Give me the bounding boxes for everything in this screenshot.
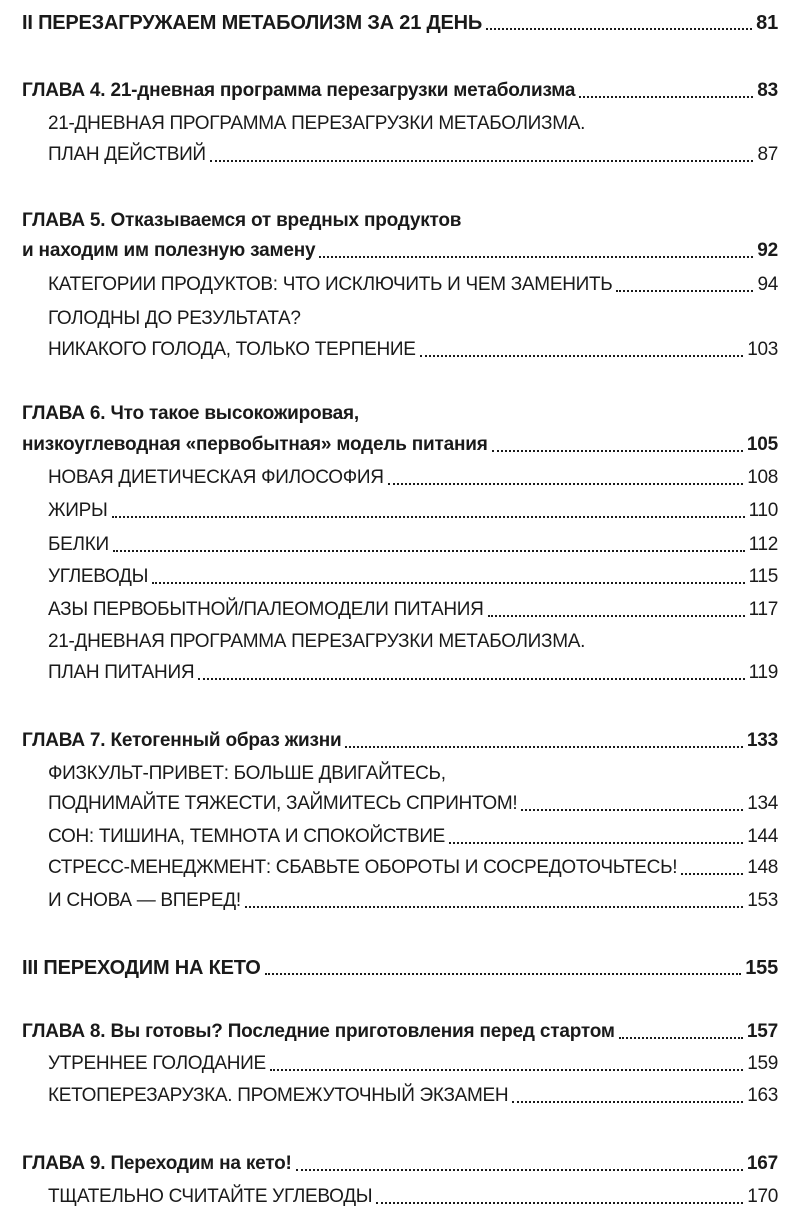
page-number: 157	[746, 1021, 778, 1042]
toc-section[interactable]	[22, 595, 778, 625]
toc-section[interactable]	[22, 822, 778, 852]
dot-leader	[345, 746, 742, 748]
section-title: УТРЕННЕЕ ГОЛОДАНИЕ	[48, 1053, 266, 1074]
page-number: 148	[747, 857, 778, 878]
page-number: 81	[756, 12, 778, 34]
chapter-title: ГЛАВА 9. Переходим на кето!	[22, 1153, 292, 1174]
section-title: ПЛАН ДЕЙСТВИЙ	[48, 144, 206, 165]
toc-section-title-line[interactable]: 21-ДНЕВНАЯ ПРОГРАММА ПЕРЕЗАГРУЗКИ МЕТАБОЛИЗМА.	[48, 113, 586, 134]
toc-section[interactable]	[22, 789, 778, 819]
section-title: ПЛАН ПИТАНИЯ	[48, 662, 195, 683]
dot-leader	[420, 355, 744, 357]
page-number: 163	[747, 1085, 778, 1106]
page-number: 105	[746, 434, 778, 455]
dot-leader	[112, 516, 745, 518]
page-number: 108	[747, 467, 778, 488]
page-number: 170	[747, 1186, 778, 1207]
dot-leader	[521, 809, 743, 811]
chapter-title: ГЛАВА 4. 21-дневная программа перезагрузки метаболизма	[22, 80, 576, 101]
dot-leader	[616, 290, 753, 292]
toc-section[interactable]	[22, 140, 778, 170]
section-title: ТЩАТЕЛЬНО СЧИТАЙТЕ УГЛЕВОДЫ	[48, 1186, 373, 1207]
dot-leader	[270, 1069, 743, 1071]
dot-leader	[449, 842, 743, 844]
toc-section[interactable]	[22, 853, 778, 883]
toc-section[interactable]	[22, 496, 778, 526]
section-title: И СНОВА — ВПЕРЕД!	[48, 890, 241, 911]
dot-leader	[376, 1202, 743, 1204]
section-title: СОН: ТИШИНА, ТЕМНОТА И СПОКОЙСТВИЕ	[48, 826, 446, 847]
toc-chapter-6[interactable]	[22, 430, 778, 460]
toc-section[interactable]	[22, 886, 778, 916]
page-number: 103	[747, 339, 778, 360]
toc-section-title-line[interactable]: ГОЛОДНЫ ДО РЕЗУЛЬТАТА?	[48, 308, 301, 329]
toc-chapter-8[interactable]	[22, 1017, 778, 1047]
toc-chapter-7[interactable]	[22, 726, 778, 756]
page-number: 167	[746, 1153, 778, 1174]
toc-section[interactable]	[22, 270, 778, 300]
page-number: 153	[747, 890, 778, 911]
page-number: 110	[748, 500, 778, 521]
section-title: КАТЕГОРИИ ПРОДУКТОВ: ЧТО ИСКЛЮЧИТЬ И ЧЕМ ЗАМЕНИТЬ	[48, 274, 613, 295]
dot-leader	[388, 483, 744, 485]
toc-chapter-9[interactable]	[22, 1149, 778, 1179]
dot-leader	[296, 1169, 743, 1171]
section-title: НИКАКОГО ГОЛОДА, ТОЛЬКО ТЕРПЕНИЕ	[48, 339, 416, 360]
toc-chapter-4[interactable]	[22, 76, 778, 106]
page-number: 83	[757, 80, 778, 101]
dot-leader	[265, 973, 742, 975]
toc-section[interactable]	[22, 335, 778, 365]
page-number: 159	[747, 1053, 778, 1074]
toc-chapter-5[interactable]	[22, 236, 778, 266]
section-title: НОВАЯ ДИЕТИЧЕСКАЯ ФИЛОСОФИЯ	[48, 467, 384, 488]
part-title: III ПЕРЕХОДИМ НА КЕТО	[22, 957, 261, 979]
page-number: 119	[748, 662, 778, 683]
section-title: СТРЕСС-МЕНЕДЖМЕНТ: СБАВЬТЕ ОБОРОТЫ И СОСРЕДОТОЧЬТЕСЬ!	[48, 857, 678, 878]
page-number: 155	[745, 957, 778, 979]
page-number: 133	[746, 730, 778, 751]
dot-leader	[198, 678, 744, 680]
page-number: 144	[747, 826, 778, 847]
chapter-title: ГЛАВА 8. Вы готовы? Последние приготовления перед стартом	[22, 1021, 615, 1042]
dot-leader	[619, 1037, 743, 1039]
dot-leader	[486, 28, 752, 30]
part-title: II ПЕРЕЗАГРУЖАЕМ МЕТАБОЛИЗМ ЗА 21 ДЕНЬ	[22, 12, 483, 34]
page-number: 92	[757, 240, 778, 261]
dot-leader	[488, 615, 745, 617]
section-title: УГЛЕВОДЫ	[48, 566, 149, 587]
dot-leader	[152, 582, 744, 584]
section-title: БЕЛКИ	[48, 534, 109, 555]
section-title: ПОДНИМАЙТЕ ТЯЖЕСТИ, ЗАЙМИТЕСЬ СПРИНТОМ!	[48, 793, 518, 814]
page-number: 87	[757, 144, 778, 165]
toc-section-title-line[interactable]: 21-ДНЕВНАЯ ПРОГРАММА ПЕРЕЗАГРУЗКИ МЕТАБОЛИЗМА.	[48, 631, 586, 652]
page-number: 115	[748, 566, 778, 587]
toc-section[interactable]	[22, 1049, 778, 1079]
toc-section-title-line[interactable]: ФИЗКУЛЬТ-ПРИВЕТ: БОЛЬШЕ ДВИГАЙТЕСЬ,	[48, 763, 446, 784]
dot-leader	[512, 1101, 743, 1103]
toc-section[interactable]	[22, 530, 778, 560]
chapter-title: и находим им полезную замену	[22, 240, 316, 261]
toc-chapter-title-line[interactable]: ГЛАВА 6. Что такое высокожировая,	[22, 403, 359, 424]
chapter-title: ГЛАВА 7. Кетогенный образ жизни	[22, 730, 342, 751]
dot-leader	[210, 160, 754, 162]
toc-section[interactable]	[22, 1081, 778, 1111]
page-number: 94	[757, 274, 778, 295]
dot-leader	[319, 256, 753, 258]
dot-leader	[113, 550, 745, 552]
toc-part-2[interactable]	[22, 8, 778, 38]
toc-part-3[interactable]	[22, 953, 778, 983]
page-number: 117	[748, 599, 778, 620]
toc-section[interactable]	[22, 1182, 778, 1212]
dot-leader	[245, 906, 743, 908]
dot-leader	[579, 96, 753, 98]
dot-leader	[681, 873, 743, 875]
toc-section[interactable]	[22, 562, 778, 592]
page-number: 112	[748, 534, 778, 555]
section-title: КЕТОПЕРЕЗАРУЗКА. ПРОМЕЖУТОЧНЫЙ ЭКЗАМЕН	[48, 1085, 509, 1106]
toc-section[interactable]	[22, 463, 778, 493]
toc-section[interactable]	[22, 658, 778, 688]
chapter-title: низкоуглеводная «первобытная» модель питания	[22, 434, 488, 455]
section-title: ЖИРЫ	[48, 500, 108, 521]
section-title: АЗЫ ПЕРВОБЫТНОЙ/ПАЛЕОМОДЕЛИ ПИТАНИЯ	[48, 599, 484, 620]
toc-chapter-title-line[interactable]: ГЛАВА 5. Отказываемся от вредных продуктов	[22, 210, 462, 231]
dot-leader	[492, 450, 743, 452]
page-number: 134	[747, 793, 778, 814]
